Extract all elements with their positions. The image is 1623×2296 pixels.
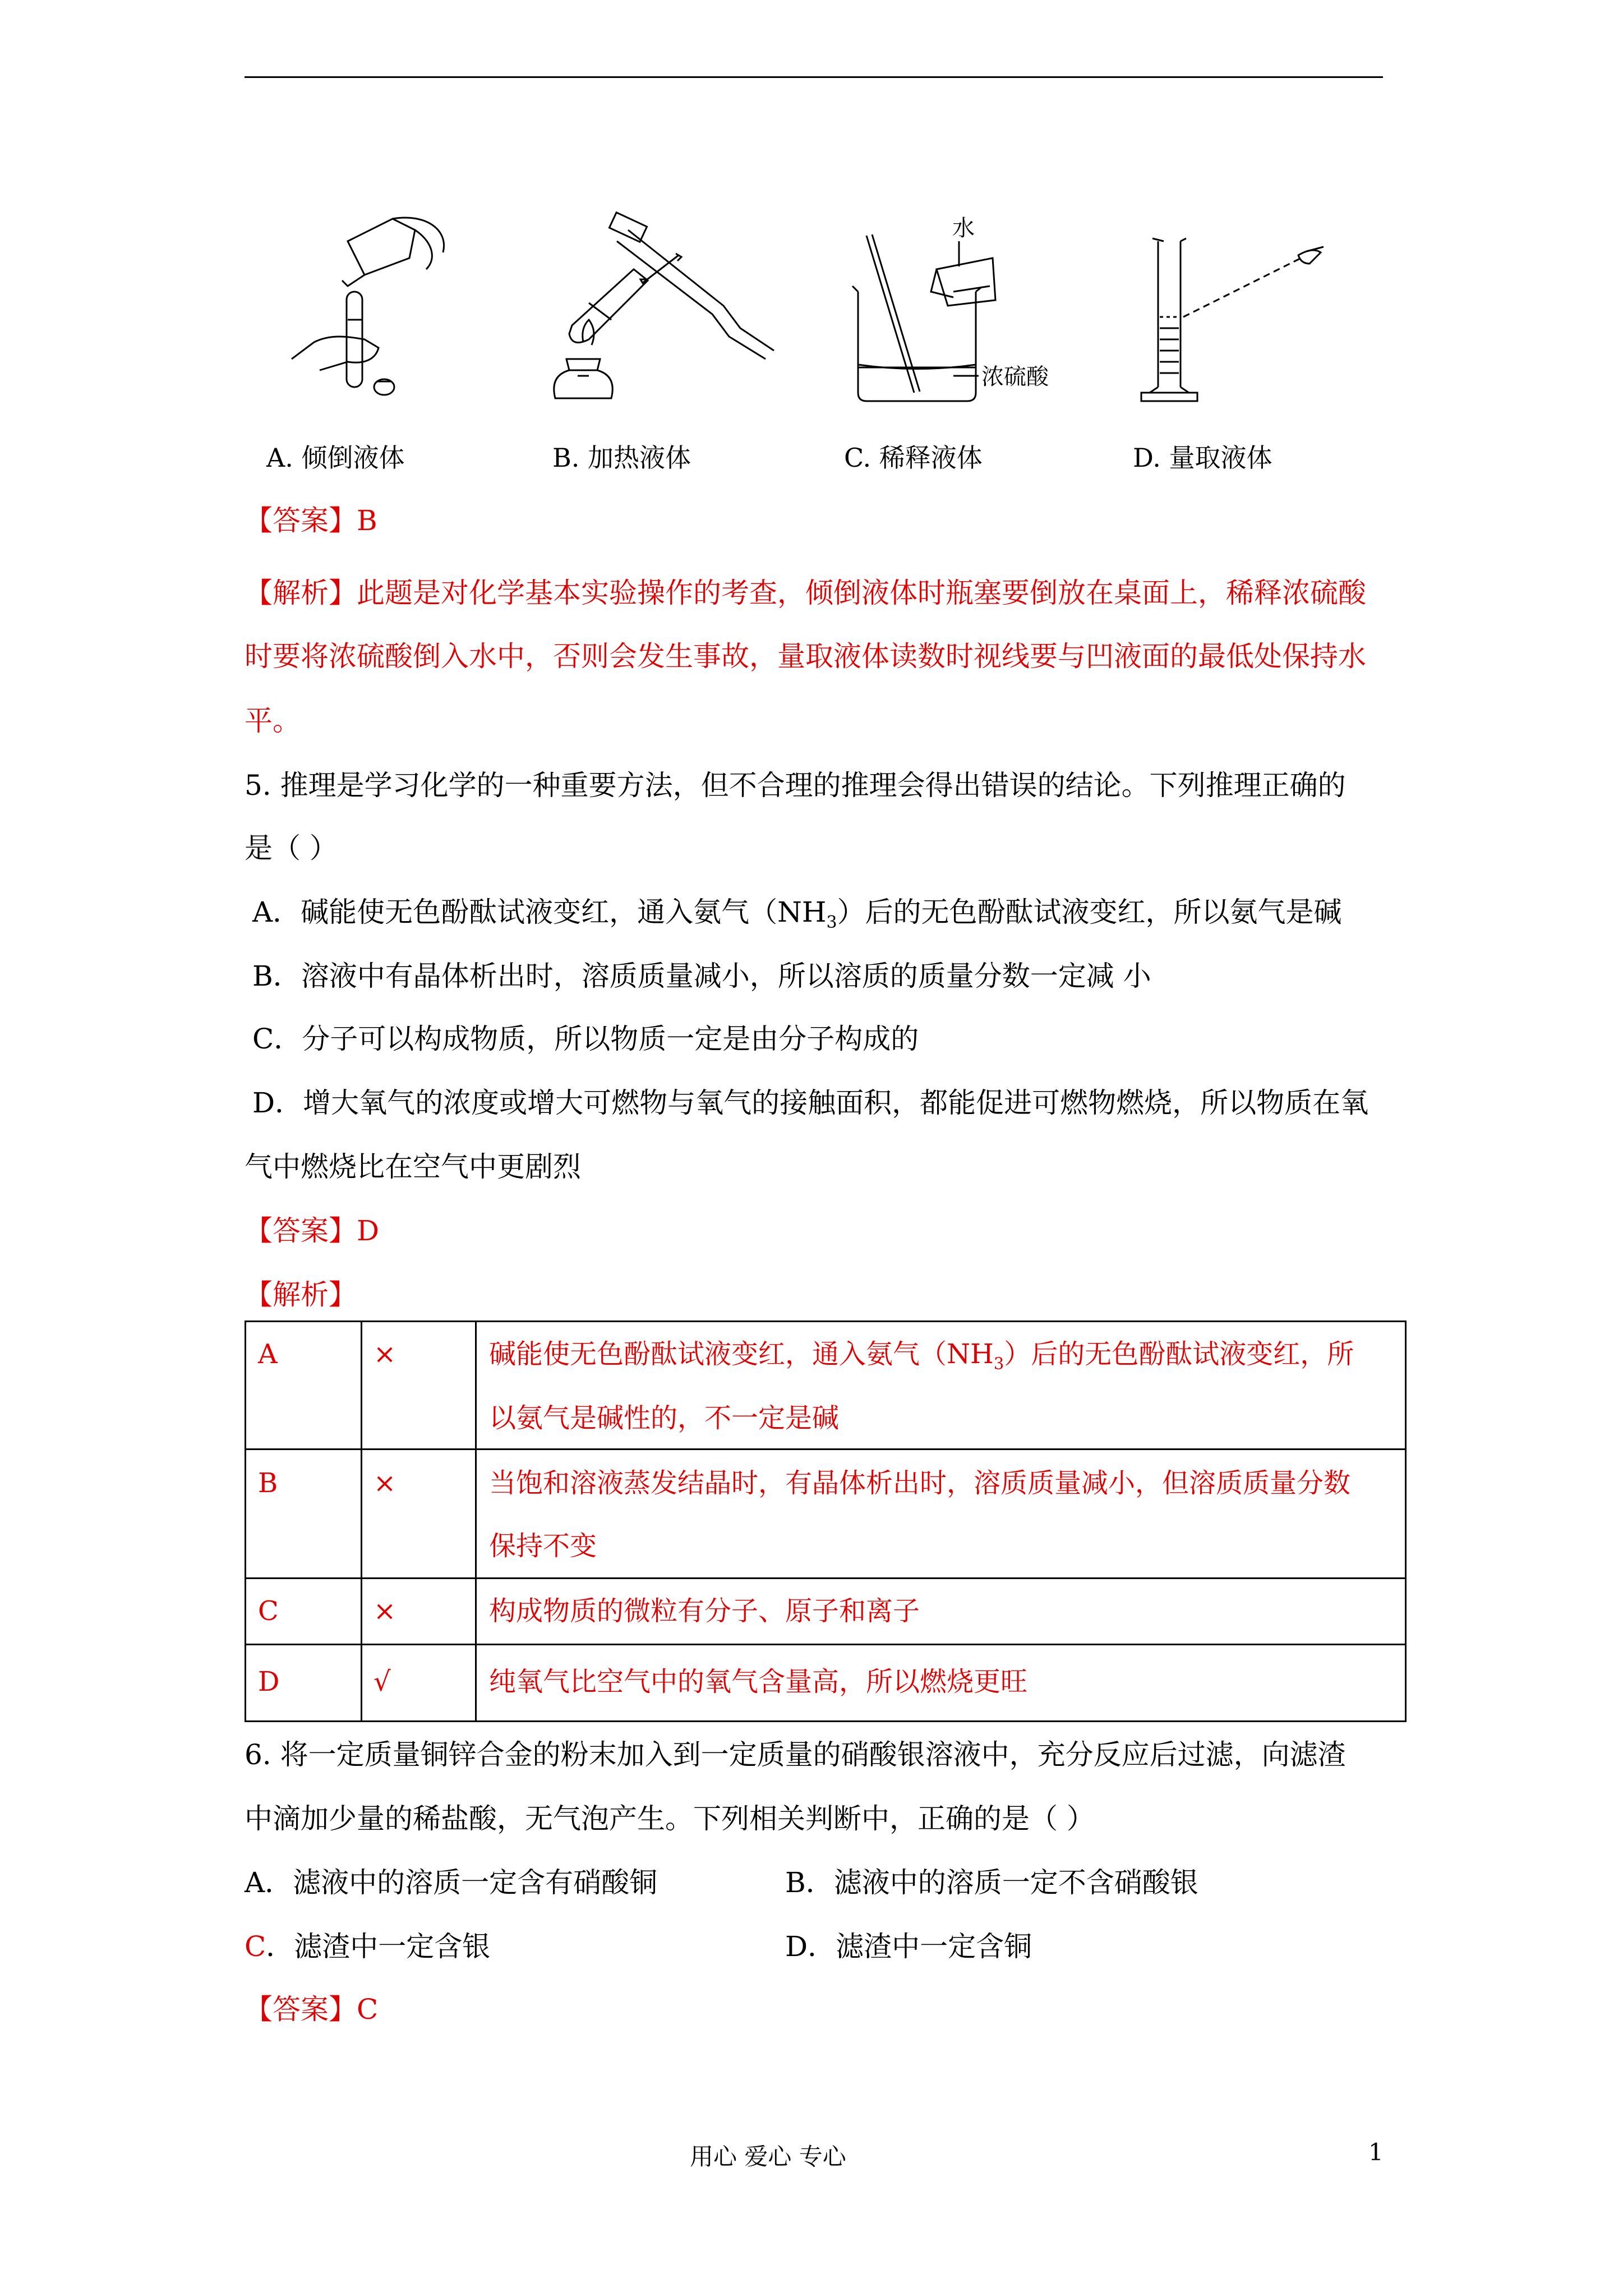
header-rule [245,76,1383,78]
water-callout: 水 [952,215,975,241]
table-row-c-option: C [258,1595,279,1627]
q6-option-d: D．滤渣中一定含铜 [785,1930,1032,1963]
figure-caption-c: C. 稀释液体 [844,443,983,473]
q6-option-c: C．滤渣中一定含银 [245,1930,491,1963]
q5-option-d-line-1: D．增大氧气的浓度或增大可燃物与氧气的接触面积，都能促进可燃物燃烧，所以物质在氧 [252,1087,1369,1119]
q5-option-c: C．分子可以构成物质，所以物质一定是由分子构成的 [252,1023,919,1055]
footer-motto: 用心 爱心 专心 [690,2143,846,2170]
table-row-c-mark: × [374,1595,396,1627]
diluting-liquid-illustration [841,208,1077,415]
page-number: 1 [1368,2138,1384,2166]
q5-analysis-label: 【解析】 [245,1278,357,1311]
table-row-a-option: A [258,1338,278,1370]
measuring-liquid-illustration [1138,208,1346,415]
q4-analysis-line-3: 平。 [245,705,301,737]
q6-option-a: A．滤液中的溶质一定含有硝酸铜 [245,1866,658,1899]
table-row-d-option: D [258,1666,280,1697]
table-row-d-mark: √ [374,1666,391,1697]
table-row-c-text: 构成物质的微粒有分子、原子和离子 [489,1595,920,1627]
q4-answer: 【答案】B [245,504,377,537]
q4-analysis-line-2: 时要将浓硫酸倒入水中，否则会发生事故，量取液体读数时视线要与凹液面的最低处保持水 [245,640,1366,673]
q6-answer: 【答案】C [245,1993,379,2026]
table-row-a-text-line-1: 碱能使无色酚酞试液变红，通入氨气$(NH_3)$后的无色酚酞试液变红，所 [489,1338,1354,1373]
pouring-liquid-illustration [280,208,465,415]
sulfuric-acid-callout: 浓硫酸 [981,364,1049,390]
q5-stem-line-2: 是（ ） [245,832,338,864]
heating-liquid-illustration [544,208,780,415]
q6-stem-line-1: 6. 将一定质量铜锌合金的粉末加入到一定质量的硝酸银溶液中，充分反应后过滤，向滤渣 [245,1738,1346,1771]
q5-answer: 【答案】D [245,1214,380,1247]
figure-caption-d: D. 量取液体 [1133,443,1272,473]
q6-option-b: B．滤液中的溶质一定不含硝酸银 [785,1866,1198,1899]
analysis-table [245,1320,1407,1722]
table-row-b-mark: × [374,1467,396,1499]
q5-stem-line-1: 5. 推理是学习化学的一种重要方法，但不合理的推理会得出错误的结论。下列推理正确的 [245,769,1346,802]
q5-option-b: B．溶液中有晶体析出时，溶质质量减小，所以溶质的质量分数一定减 小 [252,960,1151,992]
table-row-a-text-line-2: 以氨气是碱性的，不一定是碱 [489,1402,840,1434]
figure-caption-a: A. 倾倒液体 [266,443,405,473]
table-row-b-option: B [258,1467,278,1499]
table-row-b-text-line-2: 保持不变 [489,1530,597,1562]
table-row-b-text-line-1: 当饱和溶液蒸发结晶时，有晶体析出时，溶质质量减小，但溶质质量分数 [489,1467,1351,1499]
q5-option-a: A．碱能使无色酚酞试液变红，通入氨气$(NH_3)$后的无色酚酞试液变红，所以氨气是碱 [252,896,1342,932]
q6-stem-line-2: 中滴加少量的稀盐酸，无气泡产生。下列相关判断中，正确的是（ ） [245,1802,1095,1835]
q4-analysis-line-1: 【解析】此题是对化学基本实验操作的考查，倾倒液体时瓶塞要倒放在桌面上，稀释浓硫酸 [245,577,1366,609]
q5-option-d-line-2: 气中燃烧比在空气中更剧烈 [245,1151,581,1183]
table-row-a-mark: × [374,1338,396,1370]
figure-caption-b: B. 加热液体 [552,443,691,473]
table-row-d-text: 纯氧气比空气中的氧气含量高，所以燃烧更旺 [489,1666,1028,1697]
